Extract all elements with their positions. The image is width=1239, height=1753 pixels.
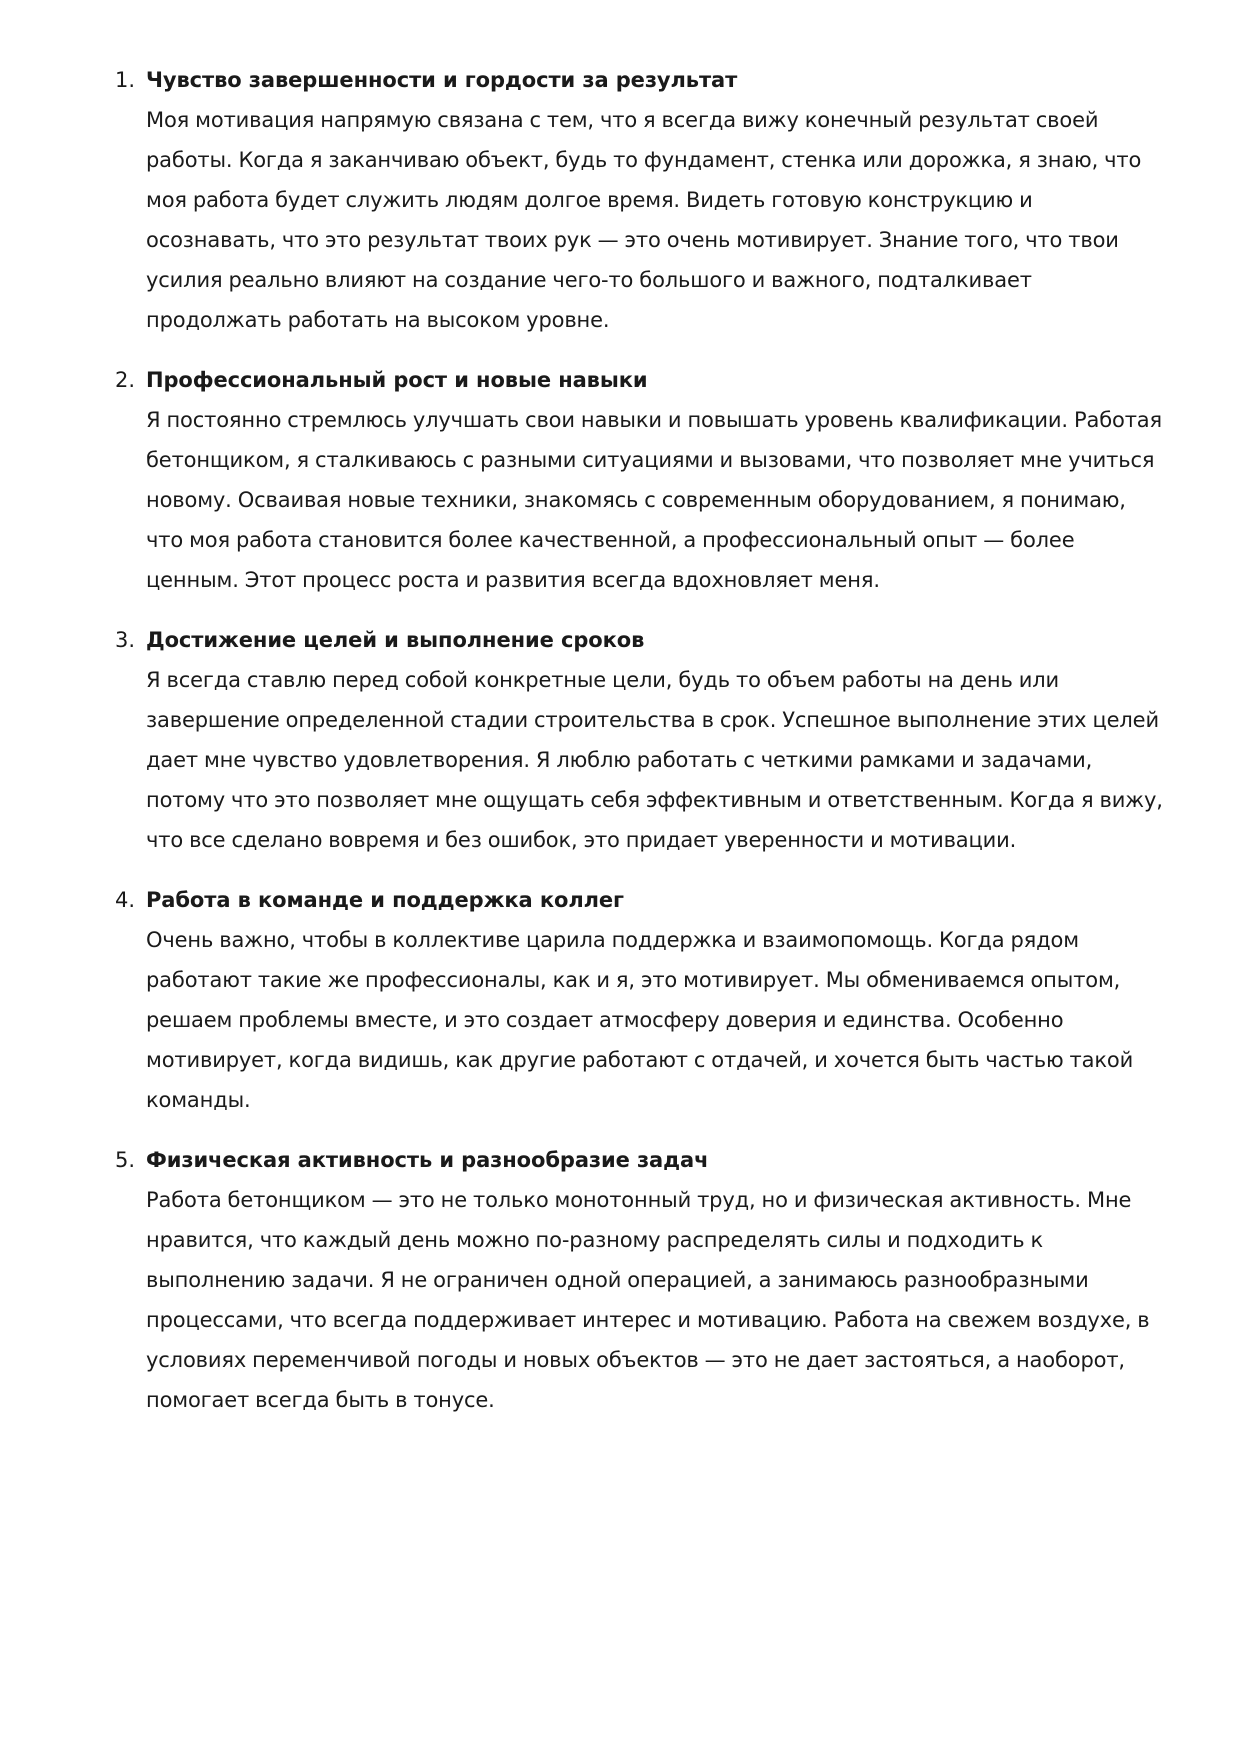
list-item-title: Чувство завершенности и гордости за результат xyxy=(146,68,738,92)
list-item xyxy=(115,880,1165,1120)
list-item-number: 1. xyxy=(115,68,136,92)
list-item-title: Достижение целей и выполнение сроков xyxy=(146,628,645,652)
list-item-body: Моя мотивация напрямую связана с тем, что я всегда вижу конечный результат своей работы. Когда я заканчиваю объект, будь то фундамент, стенка или дорожка, я знаю, что моя работа будет служить людям долгое время. Видеть готовую конструкцию и осознавать, что это результат твоих рук — это очень мотивирует. Знание того, что твои усилия реально влияют на создание чего-то большого и важного, подталкивает продолжать работать на высоком уровне. xyxy=(146,108,1142,332)
list-item-body: Я всегда ставлю перед собой конкретные цели, будь то объем работы на день или завершение определенной стадии строительства в срок. Успешное выполнение этих целей дает мне чувство удовлетворения. Я люблю работать с четкими рамками и задачами, потому что это позволяет мне ощущать себя эффективным и ответственным. Когда я вижу, что все сделано вовремя и без ошибок, это придает уверенности и мотивации. xyxy=(146,668,1163,852)
numbered-list xyxy=(115,60,1165,1440)
list-item-title: Физическая активность и разнообразие задач xyxy=(146,1148,709,1172)
list-item-body: Работа бетонщиком — это не только монотонный труд, но и физическая активность. Мне нравится, что каждый день можно по-разному распределять силы и подходить к выполнению задачи. Я не ограничен одной операцией, а занимаюсь разнообразными процессами, что всегда поддерживает интерес и мотивацию. Работа на свежем воздухе, в условиях переменчивой погоды и новых объектов — это не дает застояться, а наоборот, помогает всегда быть в тонусе. xyxy=(146,1188,1150,1412)
list-item-title: Работа в команде и поддержка коллег xyxy=(146,888,624,912)
list-item-number: 3. xyxy=(115,628,136,652)
list-item-number: 2. xyxy=(115,368,136,392)
list-item xyxy=(115,620,1165,860)
list-item-title: Профессиональный рост и новые навыки xyxy=(146,368,648,392)
list-item-body: Я постоянно стремлюсь улучшать свои навыки и повышать уровень квалификации. Работая бетонщиком, я сталкиваюсь с разными ситуациями и вызовами, что позволяет мне учиться новому. Осваивая новые техники, знакомясь с современным оборудованием, я понимаю, что моя работа становится более качественной, а профессиональный опыт — более ценным. Этот процесс роста и развития всегда вдохновляет меня. xyxy=(146,408,1162,592)
list-item-body: Очень важно, чтобы в коллективе царила поддержка и взаимопомощь. Когда рядом работают такие же профессионалы, как и я, это мотивирует. Мы обмениваемся опытом, решаем проблемы вместе, и это создает атмосферу доверия и единства. Особенно мотивирует, когда видишь, как другие работают с отдачей, и хочется быть частью такой команды. xyxy=(146,928,1134,1112)
list-item-number: 5. xyxy=(115,1148,136,1172)
list-item xyxy=(115,360,1165,600)
list-item xyxy=(115,60,1165,340)
list-item-number: 4. xyxy=(115,888,136,912)
list-item xyxy=(115,1140,1165,1420)
